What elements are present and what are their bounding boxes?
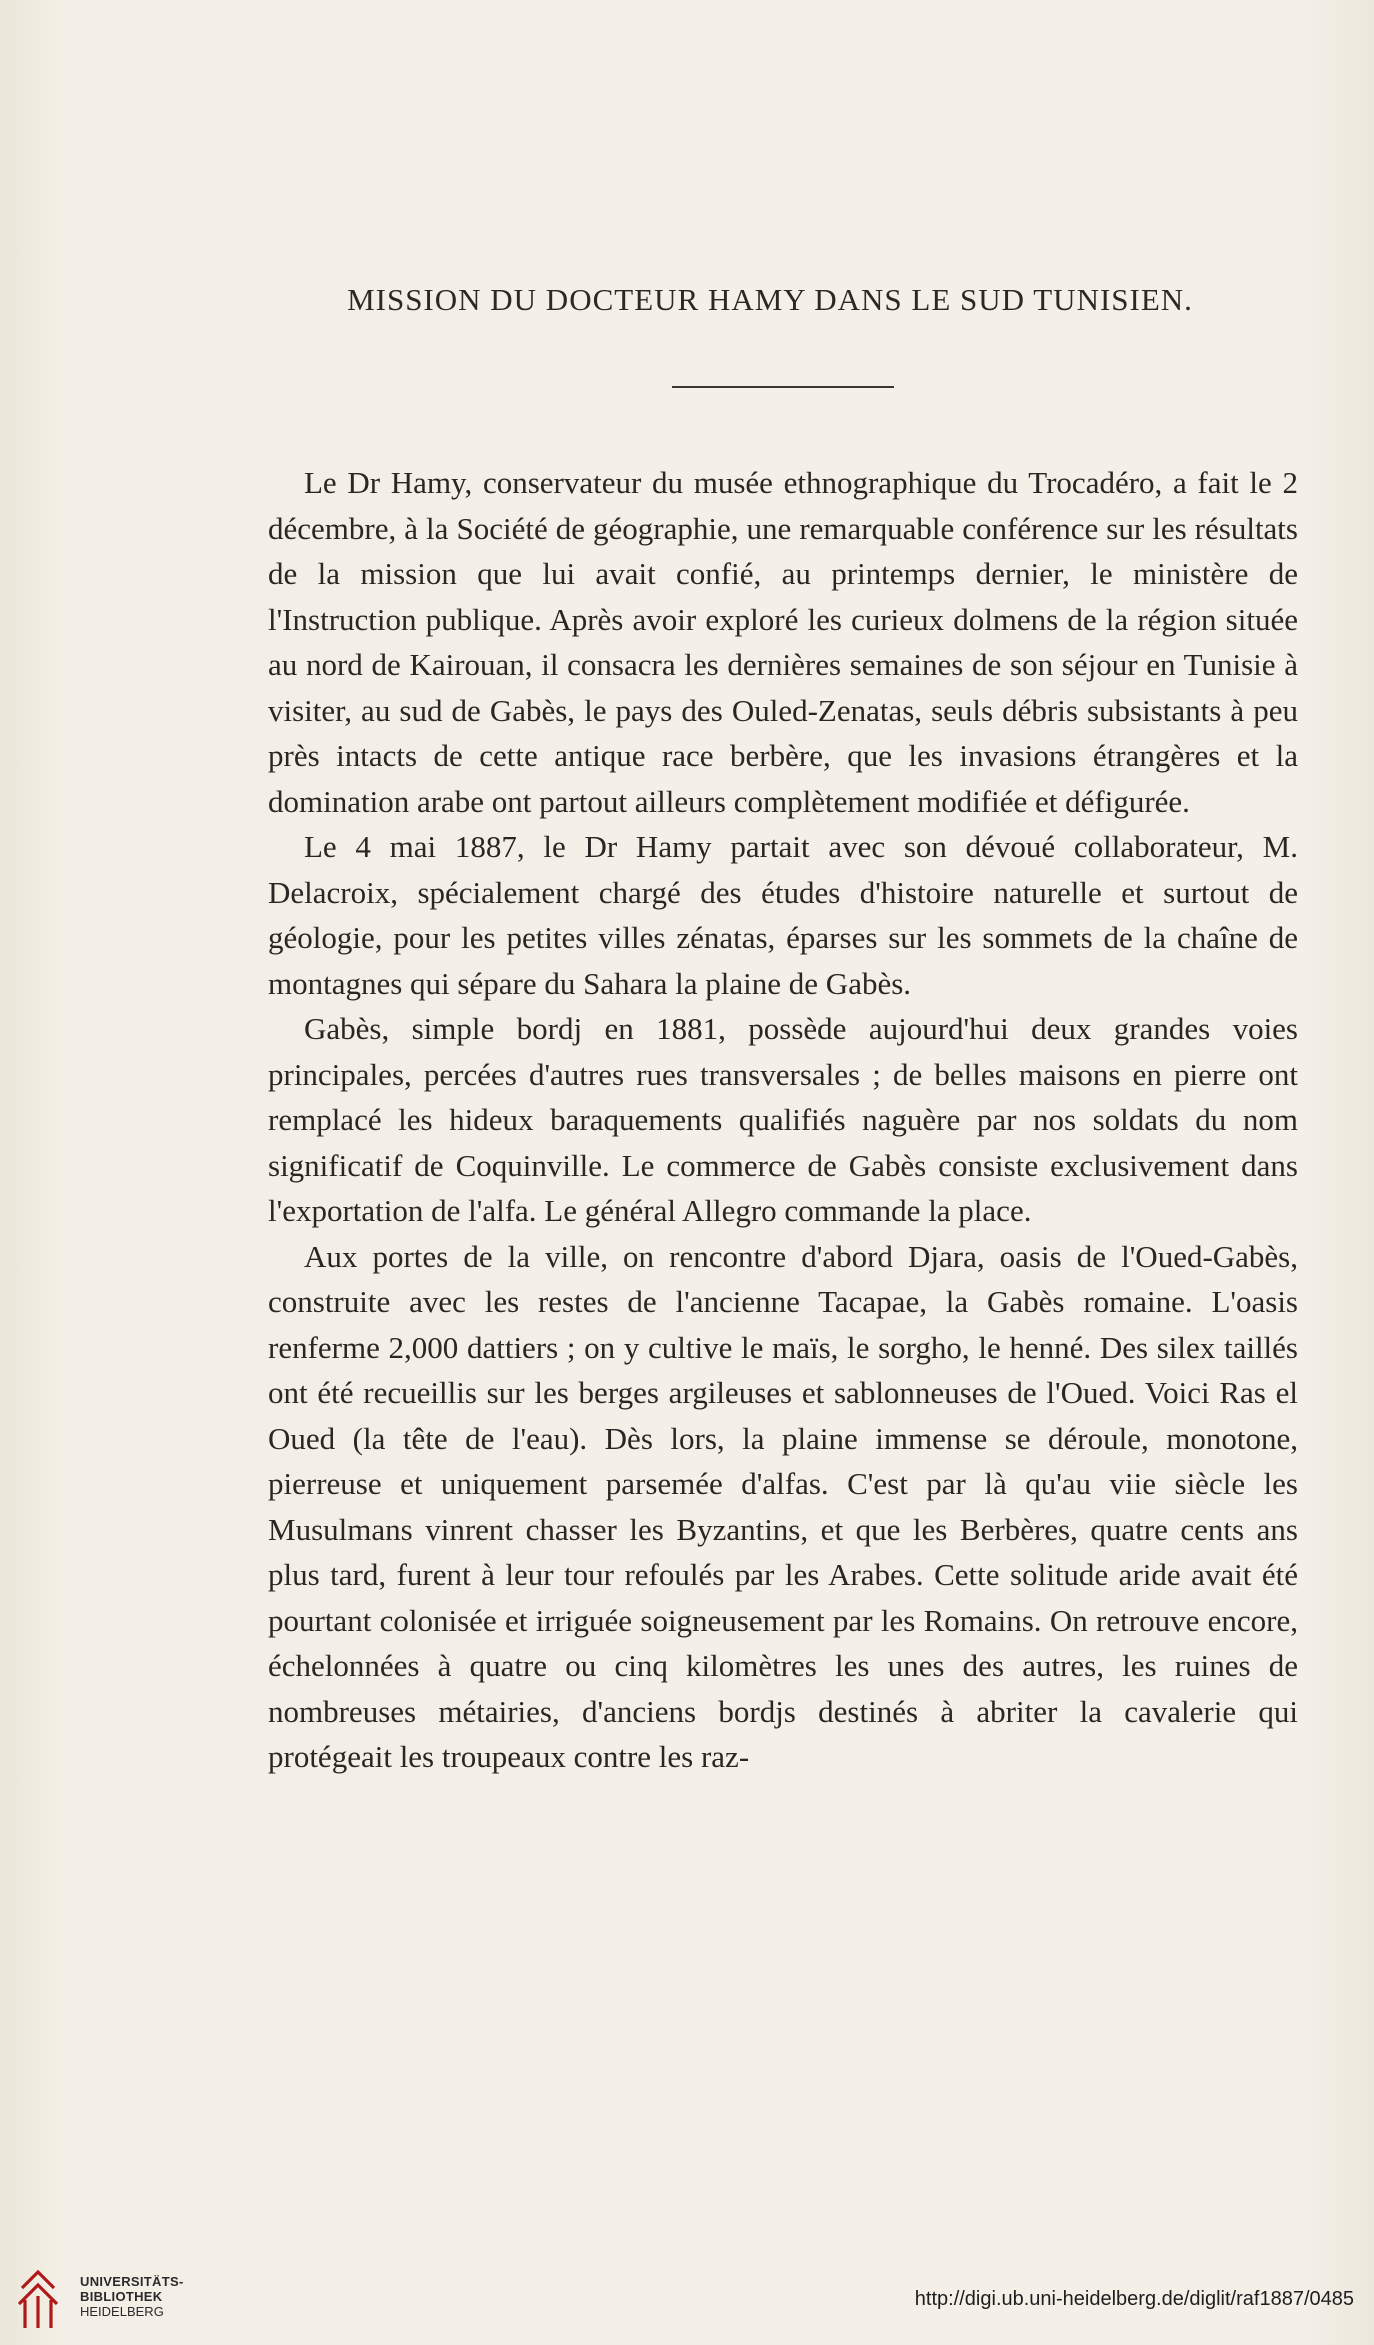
library-line-2: BIBLIOTHEK: [80, 2289, 163, 2304]
library-line-1: UNIVERSITÄTS-: [80, 2274, 184, 2289]
article-title: MISSION DU DOCTEUR HAMY DANS LE SUD TUNISIEN.: [347, 282, 1193, 317]
paragraph-1: Le Dr Hamy, conservateur du musée ethnographique du Trocadéro, a fait le 2 décembre, à la Société de géographie, une remarquable conférence sur les résultats de la mission que lui avait confié, au printemps dernier, le ministère de l'Instruction publique. Après avoir exploré les curieux dolmens de la région située au nord de Kairouan, il consacra les dernières semaines de son séjour en Tunisie à visiter, au sud de Gabès, le pays des Ouled-Zenatas, seuls débris subsistants à peu près intacts de cette antique race berbère, que les invasions étrangères et la domination arabe ont partout ailleurs complètement modifiée et défigurée.: [268, 465, 1298, 819]
paragraph-2: Le 4 mai 1887, le Dr Hamy partait avec son dévoué collaborateur, M. Delacroix, spécialement chargé des études d'histoire naturelle et surtout de géologie, pour les petites villes zénatas, éparses sur les sommets de la chaîne de montagnes qui sépare du Sahara la plaine de Gabès.: [268, 829, 1298, 1001]
library-name: [80, 2274, 184, 2319]
title-divider: [672, 386, 894, 388]
heidelberg-library-logo-icon: [16, 2266, 60, 2332]
paragraph-3: Gabès, simple bordj en 1881, possède aujourd'hui deux grandes voies principales, percées d'autres rues transversales ; de belles maisons en pierre ont remplacé les hideux baraquements qualifiés naguère par nos soldats du nom significatif de Coquinville. Le commerce de Gabès consiste exclusivement dans l'exportation de l'alfa. Le général Allegro commande la place.: [268, 1011, 1298, 1228]
paragraph-4: Aux portes de la ville, on rencontre d'abord Djara, oasis de l'Oued-Gabès, construite avec les restes de l'ancienne Tacapae, la Gabès romaine. L'oasis renferme 2,000 dattiers ; on y cultive le maïs, le sorgho, le henné. Des silex taillés ont été recueillis sur les berges argileuses et sablonneuses de l'Oued. Voici Ras el Oued (la tête de l'eau). Dès lors, la plaine immense se déroule, monotone, pierreuse et uniquement parsemée d'alfas. C'est par là qu'au viie siècle les Musulmans vinrent chasser les Byzantins, et que les Berbères, quatre cents ans plus tard, furent à leur tour refoulés par les Arabes. Cette solitude aride avait été pourtant colonisée et irriguée soigneusement par les Romains. On retrouve encore, échelonnées à quatre ou cinq kilomètres les unes des autres, les ruines de nombreuses métairies, d'anciens bordjs destinés à abriter la cavalerie qui protégeait les troupeaux contre les raz-: [268, 1238, 1298, 1774]
library-line-3: HEIDELBERG: [80, 2304, 164, 2319]
article-body: [268, 460, 1298, 1780]
source-url[interactable]: http://digi.ub.uni-heidelberg.de/diglit/raf1887/0485: [914, 2288, 1354, 2310]
